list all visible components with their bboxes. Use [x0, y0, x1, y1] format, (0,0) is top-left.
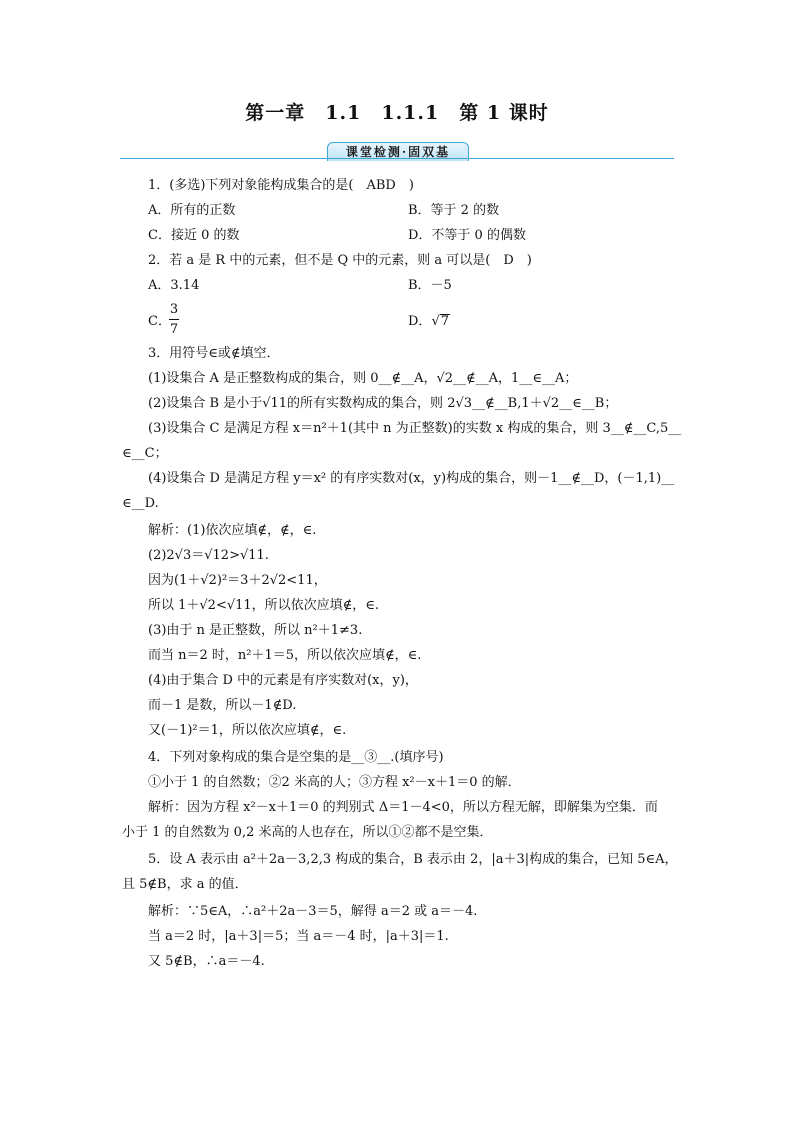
- section-badge: 课堂检测·固双基: [327, 142, 469, 161]
- question-2: 2．若 a 是 R 中的元素，但不是 Q 中的元素，则 a 可以是( D ): [148, 253, 532, 268]
- q3-solution-5: (3)由于 n 是正整数，所以 n²＋1≠3.: [148, 623, 363, 638]
- q2-option-d-label: D．: [408, 314, 432, 329]
- q2-option-b: B．－5: [408, 278, 452, 293]
- q2-option-d-radicand: 7: [440, 314, 450, 329]
- q2-option-a: A．3.14: [148, 278, 200, 293]
- question-1: 1．(多选)下列对象能构成集合的是( ABD ): [148, 178, 414, 193]
- q2-option-d: [408, 314, 450, 330]
- q5-solution-2: 当 a＝2 时，|a＋3|＝5；当 a＝－4 时，|a＋3|＝1.: [148, 929, 449, 944]
- q4-solution-2: 小于 1 的自然数为 0,2 米高的人也存在，所以①②都不是空集．: [122, 825, 493, 840]
- q3-part-4: (4)设集合 D 是满足方程 y＝x² 的有序实数对(x，y)构成的集合，则－1__∉__D，(－1,1)__: [148, 471, 675, 486]
- q1-option-b: B．等于 2 的数: [408, 203, 500, 218]
- q2-option-c-label: C．: [148, 314, 171, 329]
- q3-part-3: (3)设集合 C 是满足方程 x＝n²＋1(其中 n 为正整数)的实数 x 构成的集合，则 3__∉__C,5__: [148, 421, 682, 436]
- question-3: 3．用符号∈或∉填空．: [148, 346, 280, 361]
- q3-part-1: (1)设集合 A 是正整数构成的集合，则 0__∉__A，√2__∉__A，1__∈__A；: [148, 371, 578, 386]
- q1-option-c: C．接近 0 的数: [148, 228, 240, 243]
- question-5: 5．设 A 表示由 a²＋2a－3,2,3 构成的集合，B 表示由 2，|a＋3|构成的集合，已知 5∈A，: [148, 852, 678, 867]
- q1-option-d: D．不等于 0 的偶数: [408, 228, 526, 243]
- q1-option-a: A．所有的正数: [148, 203, 236, 218]
- q5-solution-1: 解析：∵5∈A，∴a²＋2a－3＝5，解得 a＝2 或 a＝－4.: [148, 904, 478, 919]
- q4-options: ①小于 1 的自然数；②2 米高的人；③方程 x²－x＋1＝0 的解．: [148, 775, 521, 790]
- q3-part-2: (2)设集合 B 是小于√11的所有实数构成的集合，则 2√3__∉__B,1＋√2__∈__B；: [148, 396, 618, 411]
- q4-solution-1: 解析：因为方程 x²－x＋1＝0 的判别式 Δ＝1－4<0，所以方程无解，即解集为空集．而: [148, 800, 658, 815]
- header-divider: [120, 158, 674, 159]
- q3-solution-9: 又(－1)²＝1，所以依次应填∉，∈.: [148, 723, 347, 738]
- q3-solution-1: 解析：(1)依次应填∉，∉，∈.: [148, 523, 317, 538]
- q3-solution-6: 而当 n＝2 时，n²＋1＝5，所以依次应填∉，∈.: [148, 648, 422, 663]
- q2-option-c-numerator: 3: [169, 302, 179, 317]
- page-title: 第一章 1.1 1.1.1 第 1 课时: [245, 102, 549, 124]
- fraction-bar: [169, 319, 179, 320]
- sqrt-sign-icon: √: [431, 314, 440, 329]
- q3-part-3-cont: ∈__C；: [122, 446, 168, 461]
- q3-solution-7: (4)由于集合 D 中的元素是有序实数对(x，y)，: [148, 673, 418, 688]
- q5-solution-3: 又 5∉B，∴a＝－4.: [148, 954, 265, 969]
- question-5-cont: 且 5∉B，求 a 的值．: [122, 877, 248, 892]
- q3-solution-4: 所以 1＋√2<√11，所以依次应填∉，∈.: [148, 598, 380, 613]
- q3-solution-2: (2)2√3＝√12>√11.: [148, 548, 269, 563]
- question-4: 4．下列对象构成的集合是空集的是__③__.(填序号): [148, 750, 444, 765]
- q2-option-c-denominator: 7: [169, 322, 179, 337]
- q3-part-4-cont: ∈__D.: [122, 496, 159, 511]
- q3-solution-3: 因为(1＋√2)²＝3＋2√2<11，: [148, 573, 327, 588]
- q3-solution-8: 而－1 是数，所以－1∉D.: [148, 698, 297, 713]
